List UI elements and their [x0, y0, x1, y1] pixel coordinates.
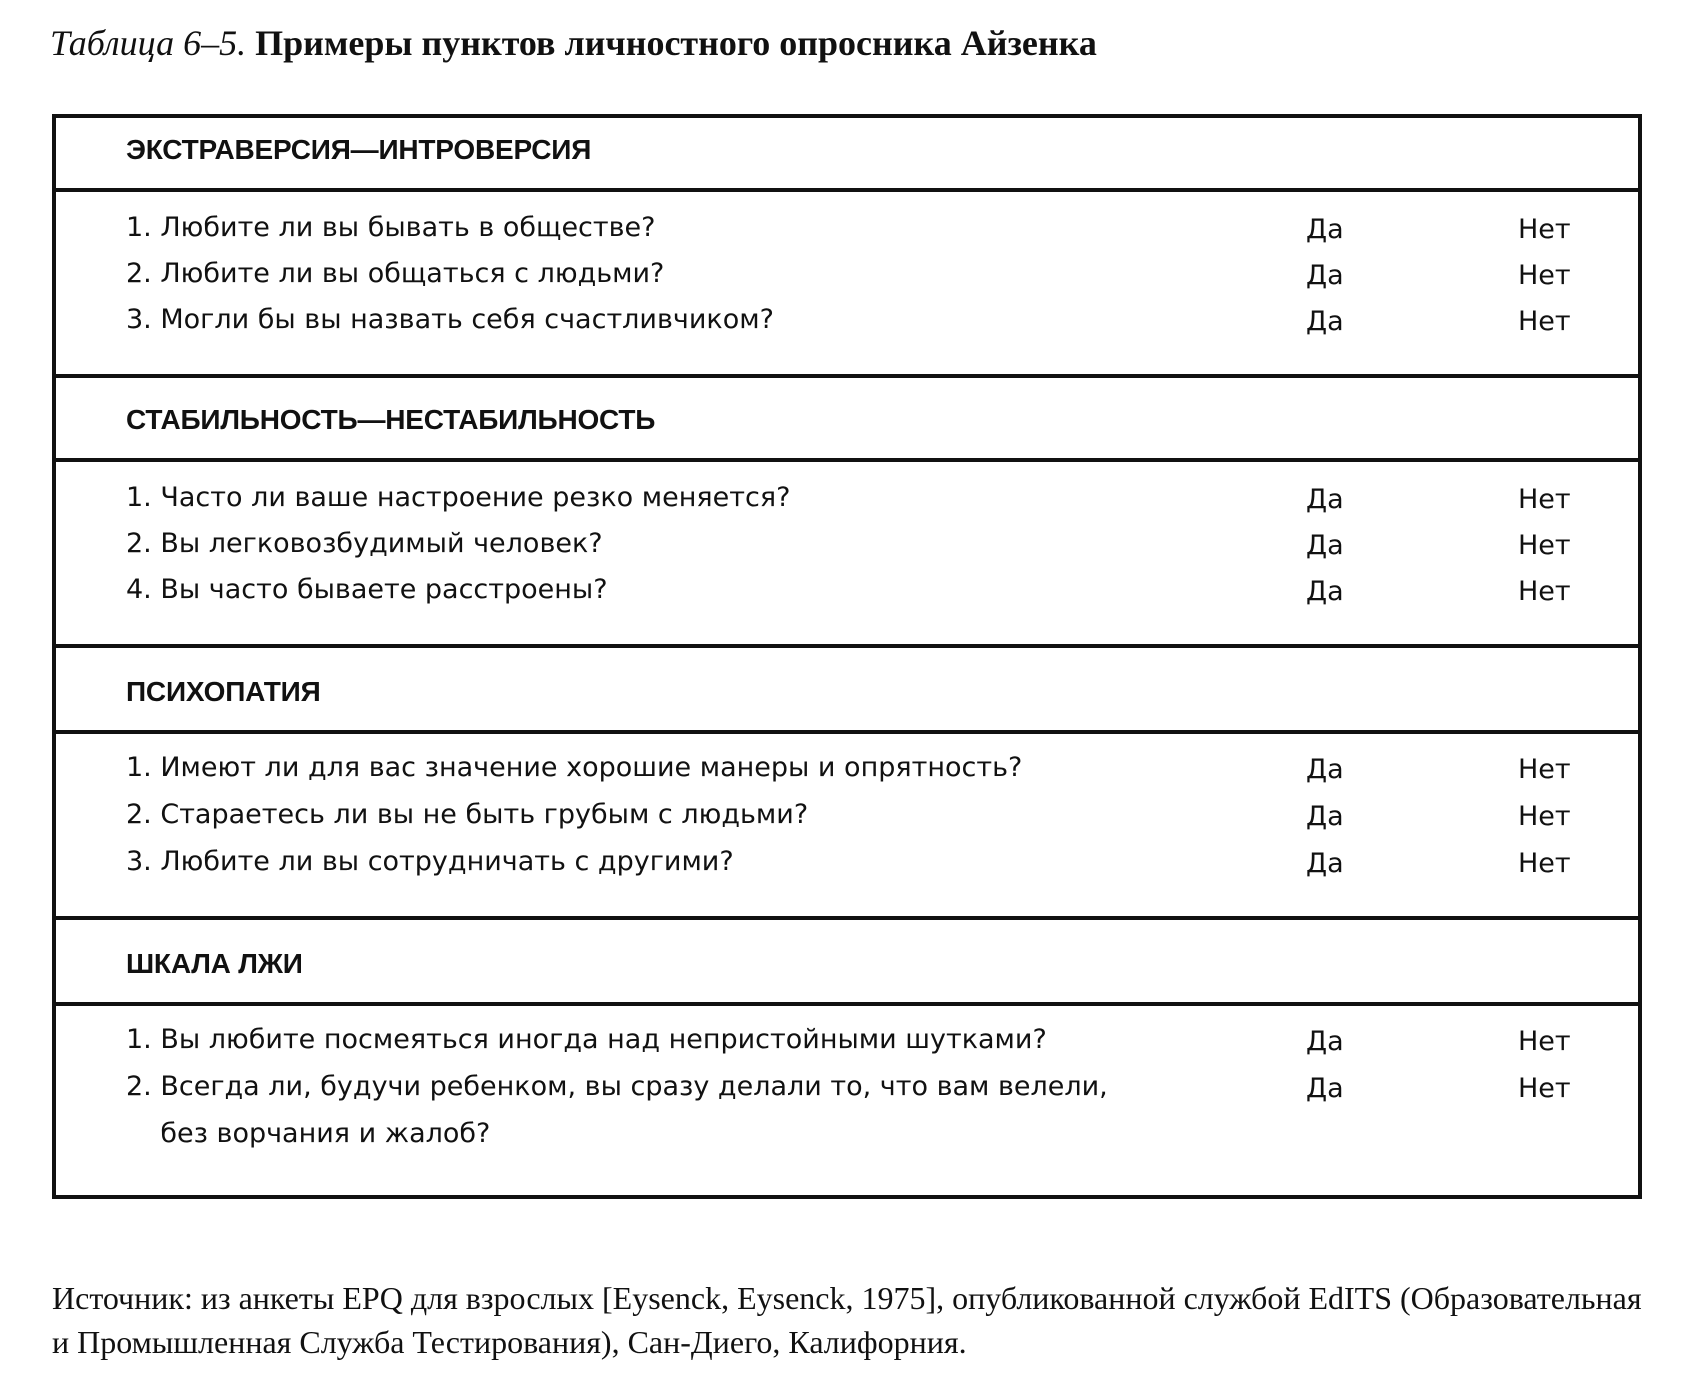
- question-row: [56, 574, 1638, 618]
- questionnaire-table: [52, 114, 1642, 1199]
- question-text: 2. Всегда ли, будучи ребенком, вы сразу делали то, что вам велели,: [126, 1071, 1108, 1102]
- answer-no: Нет: [1518, 484, 1571, 515]
- section-title: ПСИХОПАТИЯ: [126, 676, 321, 707]
- answer-yes: Да: [1306, 214, 1344, 245]
- question-text: 4. Вы часто бываете расстроены?: [126, 574, 608, 605]
- section-header-stability: [56, 374, 1638, 462]
- answer-no: Нет: [1518, 260, 1571, 291]
- question-row: [56, 752, 1638, 796]
- answer-no: Нет: [1518, 848, 1571, 879]
- answer-no: Нет: [1518, 214, 1571, 245]
- answer-yes: Да: [1306, 306, 1344, 337]
- question-text: 2. Любите ли вы общаться с людьми?: [126, 258, 665, 289]
- section-header-lie-scale: [56, 916, 1638, 1006]
- question-text: 2. Вы легковозбудимый человек?: [126, 528, 603, 559]
- answer-no: Нет: [1518, 754, 1571, 785]
- question-row-continuation: [56, 1118, 1638, 1162]
- source-note: Источник: из анкеты EPQ для взрослых [Eysenck, Eysenck, 1975], опубликованной службой EdITS (Образовательная и Промышленная Служба Тестирования), Сан-Диего, Калифорния.: [52, 1280, 1642, 1360]
- answer-yes: Да: [1306, 260, 1344, 291]
- question-row: [56, 304, 1638, 348]
- question-text: без ворчания и жалоб?: [126, 1118, 491, 1149]
- answer-no: Нет: [1518, 1073, 1571, 1104]
- question-row: [56, 1024, 1638, 1068]
- table-caption: [50, 22, 1097, 64]
- question-row: [56, 528, 1638, 572]
- caption-label: Таблица 6–5.: [50, 23, 247, 63]
- question-row: [56, 212, 1638, 256]
- answer-no: Нет: [1518, 576, 1571, 607]
- answer-yes: Да: [1306, 484, 1344, 515]
- answer-no: Нет: [1518, 530, 1571, 561]
- question-text: 1. Имеют ли для вас значение хорошие манеры и опрятность?: [126, 752, 1023, 783]
- answer-yes: Да: [1306, 576, 1344, 607]
- answer-no: Нет: [1518, 1026, 1571, 1057]
- answer-yes: Да: [1306, 530, 1344, 561]
- question-row: [56, 482, 1638, 526]
- question-text: 1. Любите ли вы бывать в обществе?: [126, 212, 656, 243]
- answer-no: Нет: [1518, 306, 1571, 337]
- answer-yes: Да: [1306, 848, 1344, 879]
- section-title: ЭКСТРАВЕРСИЯ—ИНТРОВЕРСИЯ: [126, 134, 592, 165]
- question-text: 1. Вы любите посмеяться иногда над непристойными шутками?: [126, 1024, 1047, 1055]
- answer-yes: Да: [1306, 801, 1344, 832]
- section-title: ШКАЛА ЛЖИ: [126, 948, 303, 979]
- section-header-psychopathy: [56, 644, 1638, 734]
- answer-yes: Да: [1306, 754, 1344, 785]
- question-row: [56, 799, 1638, 843]
- caption-title: Примеры пунктов личностного опросника Айзенка: [255, 23, 1097, 63]
- question-row: [56, 258, 1638, 302]
- question-row: [56, 846, 1638, 890]
- question-text: 3. Любите ли вы сотрудничать с другими?: [126, 846, 734, 877]
- question-row: [56, 1071, 1638, 1115]
- section-title: СТАБИЛЬНОСТЬ—НЕСТАБИЛЬНОСТЬ: [126, 404, 656, 435]
- question-text: 1. Часто ли ваше настроение резко меняется?: [126, 482, 791, 513]
- answer-yes: Да: [1306, 1073, 1344, 1104]
- section-header-extraversion: [56, 118, 1638, 192]
- question-text: 2. Стараетесь ли вы не быть грубым с людьми?: [126, 799, 809, 830]
- answer-yes: Да: [1306, 1026, 1344, 1057]
- answer-no: Нет: [1518, 801, 1571, 832]
- question-text: 3. Могли бы вы назвать себя счастливчиком?: [126, 304, 774, 335]
